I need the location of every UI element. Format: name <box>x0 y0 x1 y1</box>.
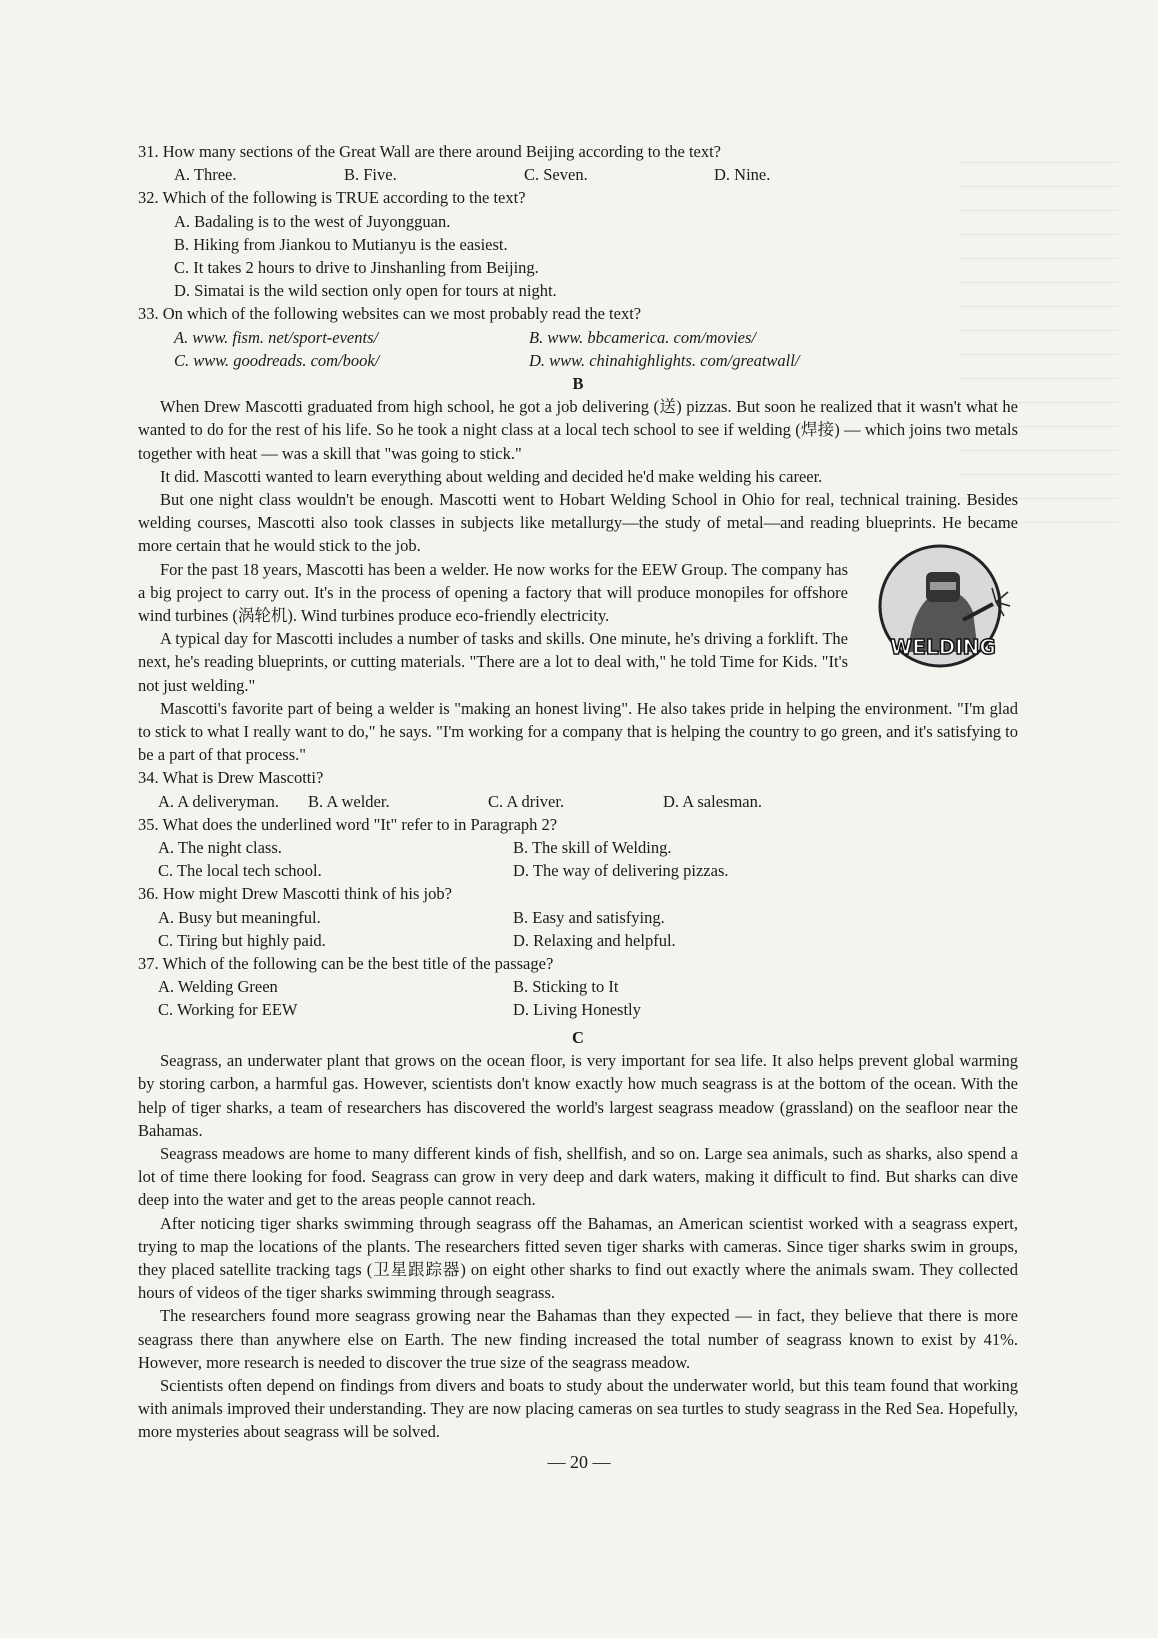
paragraph-b2: It did. Mascotti wanted to learn everything about welding and decided he'd make welding his career. <box>160 466 823 486</box>
question-32: 32. Which of the following is TRUE according to the text? <box>138 188 526 208</box>
question-34: 34. What is Drew Mascotti? <box>138 768 324 788</box>
question-34-options <box>138 790 1018 813</box>
paragraph-b4: For the past 18 years, Mascotti has been a welder. He now works for the EEW Group. The company has a big project to carry out. It's in the process of opening a factory that will produce monopiles for offshore wind turbines (涡轮机). Wind turbines produce eco-friendly electricity. <box>138 559 848 626</box>
paragraph-b1: When Drew Mascotti graduated from high school, he got a job delivering (送) pizzas. But soon he realized that it wasn't what he wanted to do for the rest of his life. So he took a night class at a local tech school to see if welding (焊接) — which joins two metals together with heat — was a skill that "was going to stick." <box>138 397 1018 463</box>
option-d: D. Living Honestly <box>513 1000 641 1020</box>
paragraph-b6: Mascotti's favorite part of being a welder is "making an honest living". He also takes pride in helping the environment. "I'm glad to stick to what I really want to do," he says. "I'm working for a company that is helping the country to go green, and it's satisfying to be a part of that process." <box>138 698 1018 765</box>
option-c: C. www. goodreads. com/book/ <box>174 350 380 370</box>
option-b: B. Hiking from Jiankou to Mutianyu is the easiest. <box>174 234 508 254</box>
option-c: C. A driver. <box>488 791 565 811</box>
paragraph-c4: The researchers found more seagrass growing near the Bahamas than they expected — in fact, they believe that there is more seagrass there than anywhere else on Earth. The new finding increased the total number of seagrass known to exist by 41%. However, more research is needed to discover the true size of the seagrass meadow. <box>138 1306 1018 1372</box>
option-c: C. It takes 2 hours to drive to Jinshanling from Beijing. <box>174 258 539 278</box>
option-b: B. Sticking to It <box>513 977 619 997</box>
section-letter-c: C <box>572 1028 584 1047</box>
question-37: 37. Which of the following can be the best title of the passage? <box>138 954 554 974</box>
option-d: D. The way of delivering pizzas. <box>513 861 729 881</box>
option-c: C. The local tech school. <box>158 861 322 881</box>
question-31-options <box>138 163 1018 186</box>
section-letter-b: B <box>572 374 584 393</box>
page-number: — 20 — <box>547 1452 611 1472</box>
option-d: D. Simatai is the wild section only open for tours at night. <box>174 281 557 301</box>
section-c <box>138 1026 1018 1444</box>
welding-label: WELDING <box>890 635 996 659</box>
option-b: B. Five. <box>344 165 397 185</box>
question-33-options <box>138 326 1018 372</box>
option-d: D. www. chinahighlights. com/greatwall/ <box>529 350 800 370</box>
option-d: D. Relaxing and helpful. <box>513 930 676 950</box>
option-a: A. Busy but meaningful. <box>158 907 321 927</box>
option-a: A. A deliveryman. <box>158 791 279 811</box>
option-c: C. Seven. <box>524 165 588 185</box>
option-a: A. Badaling is to the west of Juyongguan. <box>174 211 451 231</box>
option-d: D. Nine. <box>714 165 771 185</box>
paragraph-b5: A typical day for Mascotti includes a number of tasks and skills. One minute, he's driving a forklift. The next, he's reading blueprints, or cutting materials. "There are a lot to deal with," he told Time for Kids. "It's not just welding." <box>138 629 848 695</box>
option-a: A. Three. <box>174 165 237 185</box>
paragraph-c5: Scientists often depend on findings from divers and boats to study about the underwater world, but this team found that working with animals improved their understanding. They are now placing cameras on sea turtles to study seagrass in the Red Sea. Hopefully, more mysteries about seagrass will be solved. <box>138 1376 1018 1442</box>
section-b <box>138 372 1018 1022</box>
question-31: 31. How many sections of the Great Wall are there around Beijing according to the text? <box>138 142 722 161</box>
option-a: A. Welding Green <box>158 977 278 997</box>
option-c: C. Working for EEW <box>158 1000 298 1020</box>
question-33: 33. On which of the following websites can we most probably read the text? <box>138 304 642 324</box>
paragraph-c2: Seagrass meadows are home to many different kinds of fish, shellfish, and so on. Large sea animals, such as sharks, also spend a lot of time there looking for food. Seagrass can grow in very deep and dark waters, making it difficult to find. But sharks can dive deep into the water and get to the areas people cannot reach. <box>138 1144 1018 1210</box>
option-b: B. The skill of Welding. <box>513 838 672 858</box>
paragraph-c3: After noticing tiger sharks swimming through seagrass off the Bahamas, an American scientist worked with a seagrass expert, trying to map the locations of the plants. The researchers fitted seven tiger sharks with cameras. Since tiger sharks swim in groups, they placed satellite tracking tags (卫星跟踪器) on eight other sharks to find out exactly where the animals swam. They collected hours of videos of the tiger sharks swimming through seagrass. <box>138 1213 1018 1303</box>
question-37-options <box>138 975 1018 1021</box>
option-c: C. Tiring but highly paid. <box>158 930 326 950</box>
welding-illustration <box>868 542 1018 670</box>
option-b: B. Easy and satisfying. <box>513 907 665 927</box>
option-a: A. The night class. <box>158 838 282 858</box>
paragraph-c1: Seagrass, an underwater plant that grows on the ocean floor, is very important for sea life. It also helps prevent global warming by storing carbon, a harmful gas. However, scientists don't know exactly how much seagrass is at the bottom of the ocean. With the help of tiger sharks, a team of researchers has discovered the world's largest seagrass meadow (grassland) on the seafloor near the Bahamas. <box>138 1051 1018 1140</box>
question-35: 35. What does the underlined word "It" refer to in Paragraph 2? <box>138 814 558 834</box>
section-a-questions <box>138 140 1018 372</box>
option-d: D. A salesman. <box>663 791 762 811</box>
paragraph-b3: But one night class wouldn't be enough. Mascotti went to Hobart Welding School in Ohio for real, technical training. Besides welding courses, Mascotti also took classes in subjects like metallurgy—the study of metal—and reading blueprints. He became more certain that he would stick to the job. <box>138 490 1018 556</box>
question-36-options <box>138 906 1018 952</box>
question-35-options <box>138 836 1018 882</box>
option-b: B. A welder. <box>308 791 390 811</box>
option-b: B. www. bbcamerica. com/movies/ <box>529 327 756 347</box>
option-a: A. www. fism. net/sport-events/ <box>174 327 379 347</box>
question-36: 36. How might Drew Mascotti think of his job? <box>138 884 452 904</box>
